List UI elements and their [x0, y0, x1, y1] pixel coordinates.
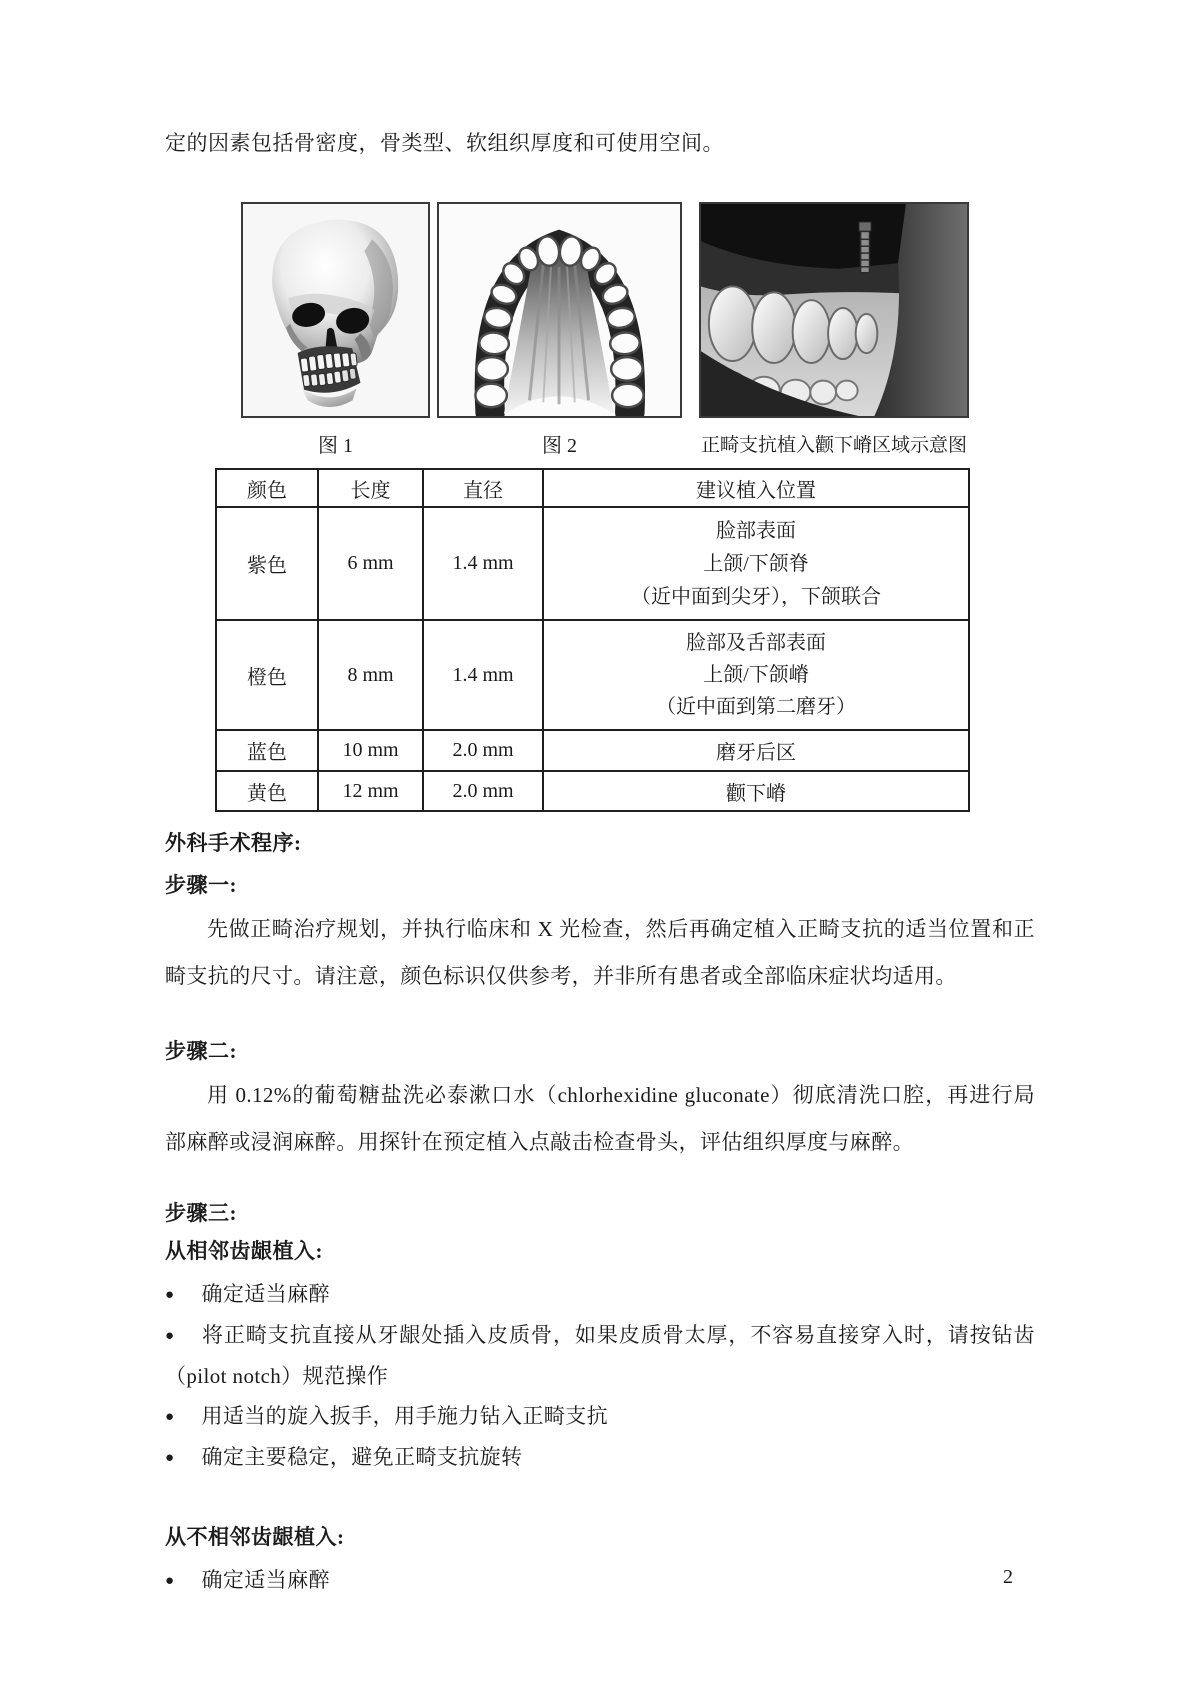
list-item: [165, 1315, 1035, 1396]
table-row-yellow: [216, 771, 969, 811]
cell-diameter: 1.4 mm: [423, 507, 543, 620]
list-item: [165, 1396, 1035, 1437]
figure2-palate-image: [437, 202, 682, 418]
bullet-icon: ●: [165, 1573, 175, 1589]
figure3-implant-photo: [699, 202, 969, 418]
cell-locations: [543, 620, 969, 730]
figure2-caption: 图 2: [542, 435, 577, 457]
adjacent-gum-bullet-list: [165, 1274, 1035, 1478]
cell-color: 蓝色: [216, 730, 318, 771]
cell-locations: 磨牙后区: [543, 730, 969, 771]
intro-text: 定的因素包括骨密度，骨类型、软组织厚度和可使用空间。: [165, 131, 724, 155]
nonadjacent-gum-title: 从不相邻齿龈植入:: [165, 1525, 345, 1549]
cell-color: 紫色: [216, 507, 318, 620]
location-line: （近中面到尖牙），下颌联合: [631, 585, 881, 608]
step1-paragraph: 先做正畸治疗规划，并执行临床和 X 光检查，然后再确定植入正畸支抗的适当位置和正畸支抗的尺寸。请注意，颜色标识仅供参考，并非所有患者或全部临床症状均适用。: [165, 917, 1035, 988]
list-item: [165, 1560, 1035, 1601]
cell-diameter: 2.0 mm: [423, 771, 543, 811]
location-line: 脸部及舌部表面: [686, 632, 826, 654]
cell-locations: 颧下嵴: [543, 771, 969, 811]
figures-row: [241, 202, 1035, 418]
cell-locations: [543, 507, 969, 620]
cell-color: 橙色: [216, 620, 318, 730]
cell-diameter: 1.4 mm: [423, 620, 543, 730]
step1-title: 步骤一:: [165, 873, 237, 897]
table-row-orange: [216, 620, 969, 730]
list-item: [165, 1437, 1035, 1478]
list-item: [165, 1274, 1035, 1315]
list-item-text: 确定适当麻醉: [201, 1568, 330, 1592]
header-length: 长度: [318, 469, 423, 507]
list-item-text: 确定适当麻醉: [201, 1282, 330, 1306]
palate-illustration-svg: [439, 204, 680, 416]
list-item-text: 确定主要稳定，避免正畸支抗旋转: [201, 1445, 523, 1469]
figure3-caption: 正畸支抗植入颧下嵴区域示意图: [700, 435, 967, 456]
bullet-icon: ●: [165, 1450, 175, 1466]
step3-title: 步骤三:: [165, 1201, 237, 1225]
table-row-blue: [216, 730, 969, 771]
cell-length: 10 mm: [318, 730, 423, 771]
cell-length: 12 mm: [318, 771, 423, 811]
location-line: （近中面到第二磨牙）: [656, 696, 856, 718]
adjacent-gum-title: 从相邻齿龈植入:: [165, 1239, 323, 1263]
bullet-icon: ●: [165, 1287, 175, 1303]
header-diameter: 直径: [423, 469, 543, 507]
figure1-skull-image: [241, 202, 430, 418]
cell-diameter: 2.0 mm: [423, 730, 543, 771]
page-number: 2: [1003, 1566, 1013, 1588]
nonadjacent-gum-bullet-list: [165, 1560, 1035, 1601]
list-item-text: 将正畸支抗直接从牙龈处插入皮质骨，如果皮质骨太厚，不容易直接穿入时，请按钻齿（pilot notch）规范操作: [165, 1323, 1035, 1388]
figure-captions-row: [241, 433, 1035, 459]
table-row-purple: [216, 507, 969, 620]
list-item-text: 用适当的旋入扳手，用手施力钻入正畸支抗: [201, 1404, 609, 1428]
step2-paragraph: 用 0.12%的葡萄糖盐洗必泰漱口水（chlorhexidine gluconate）彻底清洗口腔，再进行局部麻醉或浸润麻醉。用探针在预定植入点敲击检查骨头，评估组织厚度与麻醉。: [165, 1083, 1035, 1154]
step2-title: 步骤二:: [165, 1039, 237, 1063]
bullet-icon: ●: [165, 1409, 175, 1425]
cell-length: 6 mm: [318, 507, 423, 620]
location-line: 上颌/下颌嵴: [703, 664, 809, 686]
skull-illustration-svg: [243, 204, 428, 416]
cell-length: 8 mm: [318, 620, 423, 730]
location-line: 脸部表面: [716, 519, 796, 542]
header-color: 颜色: [216, 469, 318, 507]
cell-color: 黄色: [216, 771, 318, 811]
implant-photo-svg: [701, 204, 967, 416]
implant-spec-table: [215, 468, 970, 812]
implant-screw-shape: [859, 222, 872, 273]
table-header-row: [216, 469, 969, 507]
bullet-icon: ●: [165, 1328, 175, 1344]
figure1-caption: 图 1: [318, 435, 353, 457]
header-location: 建议植入位置: [543, 469, 969, 507]
surgical-procedure-title: 外科手术程序:: [165, 831, 302, 855]
location-line: 上颌/下颌脊: [703, 552, 809, 575]
